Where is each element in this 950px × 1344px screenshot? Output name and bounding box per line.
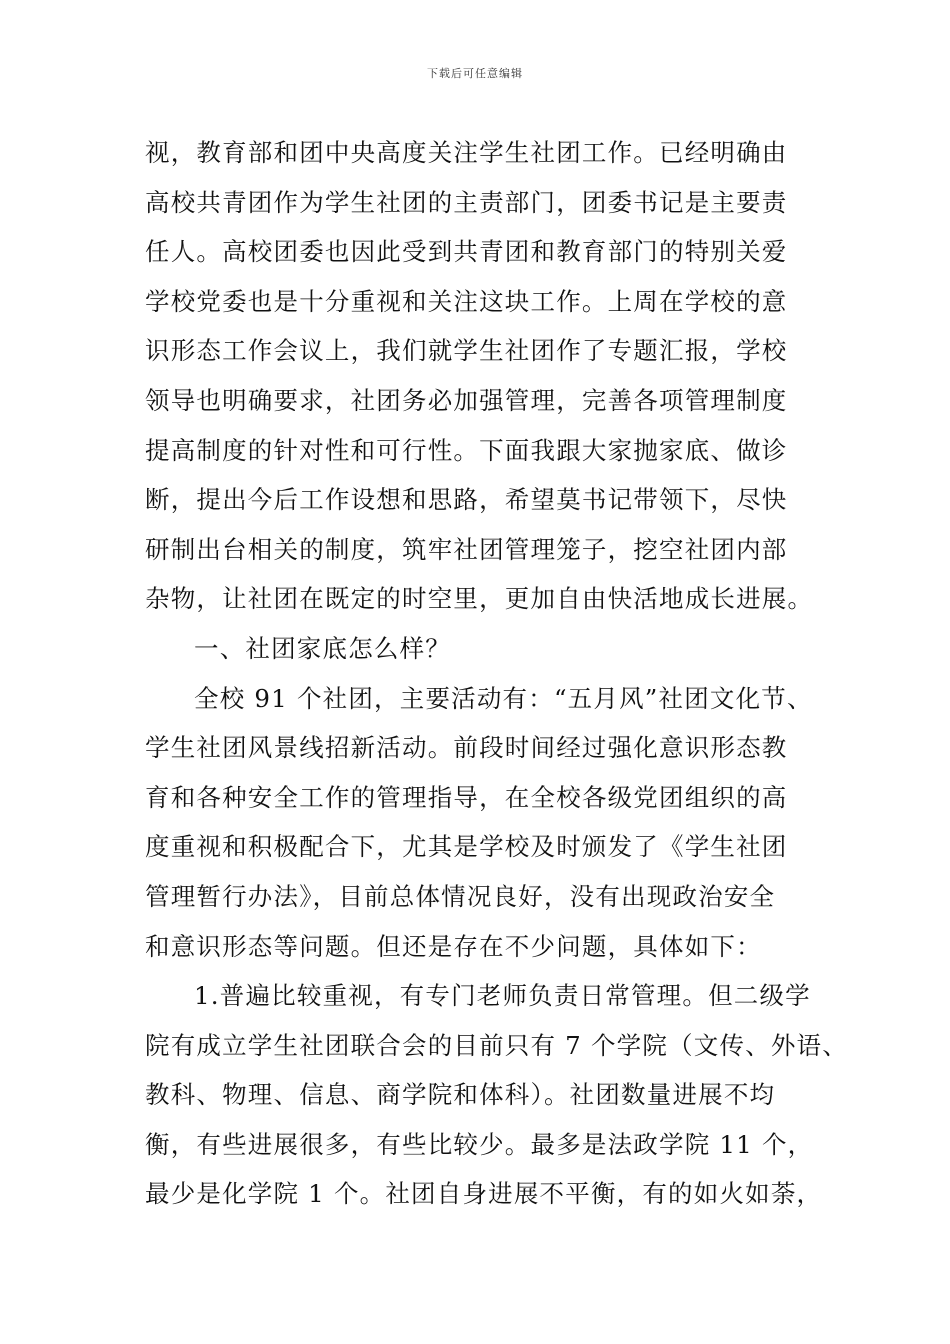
page-header: 下载后可任意编辑: [427, 67, 523, 80]
text-line: 识形态工作会议上，我们就学生社团作了专题汇报，学校: [145, 336, 788, 366]
text-line: 任人。高校团委也因此受到共青团和教育部门的特别关爱: [145, 237, 788, 267]
text-line: 度重视和积极配合下，尤其是学校及时颁发了《学生社团: [145, 832, 788, 862]
text-line: 衡，有些进展很多，有些比较少。最多是法政学院 11 个，: [145, 1129, 814, 1159]
paragraph-start-line: 全校 91 个社团，主要活动有：“五月风”社团文化节、: [194, 683, 813, 713]
text-line: 提高制度的针对性和可行性。下面我跟大家抛家底、做诊: [145, 435, 788, 465]
text-line: 杂物，让社团在既定的时空里，更加自由快活地成长进展。: [145, 584, 814, 614]
paragraph-start-line: 1.普遍比较重视，有专门老师负责日常管理。但二级学: [194, 981, 811, 1011]
text-line: 领导也明确要求，社团务必加强管理，完善各项管理制度: [145, 385, 788, 415]
text-line: 研制出台相关的制度，筑牢社团管理笼子，挖空社团内部: [145, 534, 788, 564]
section-heading: 一、社团家底怎么样？: [194, 633, 451, 663]
text-line: 和意识形态等问题。但还是存在不少问题，具体如下：: [145, 931, 762, 961]
text-line: 断，提出今后工作设想和思路，希望莫书记带领下，尽快: [145, 485, 788, 515]
text-line: 管理暂行办法》，目前总体情况良好，没有出现政治安全: [145, 881, 776, 911]
text-line: 学生社团风景线招新活动。前段时间经过强化意识形态教: [145, 733, 788, 763]
body-text: [145, 128, 848, 1219]
text-line: 高校共青团作为学生社团的主责部门，团委书记是主要责: [145, 187, 788, 217]
text-line: 视，教育部和团中央高度关注学生社团工作。已经明确由: [145, 138, 788, 167]
text-line: 院有成立学生社团联合会的目前只有 7 个学院（文传、外语、: [145, 1030, 848, 1060]
text-line: 教科、物理、信息、商学院和体科）。社团数量进展不均: [145, 1080, 776, 1110]
text-line: 学校党委也是十分重视和关注这块工作。上周在学校的意: [145, 286, 788, 316]
text-line: 最少是化学院 1 个。社团自身进展不平衡，有的如火如荼，: [145, 1179, 823, 1209]
text-line: 育和各种安全工作的管理指导，在全校各级党团组织的高: [145, 782, 788, 812]
